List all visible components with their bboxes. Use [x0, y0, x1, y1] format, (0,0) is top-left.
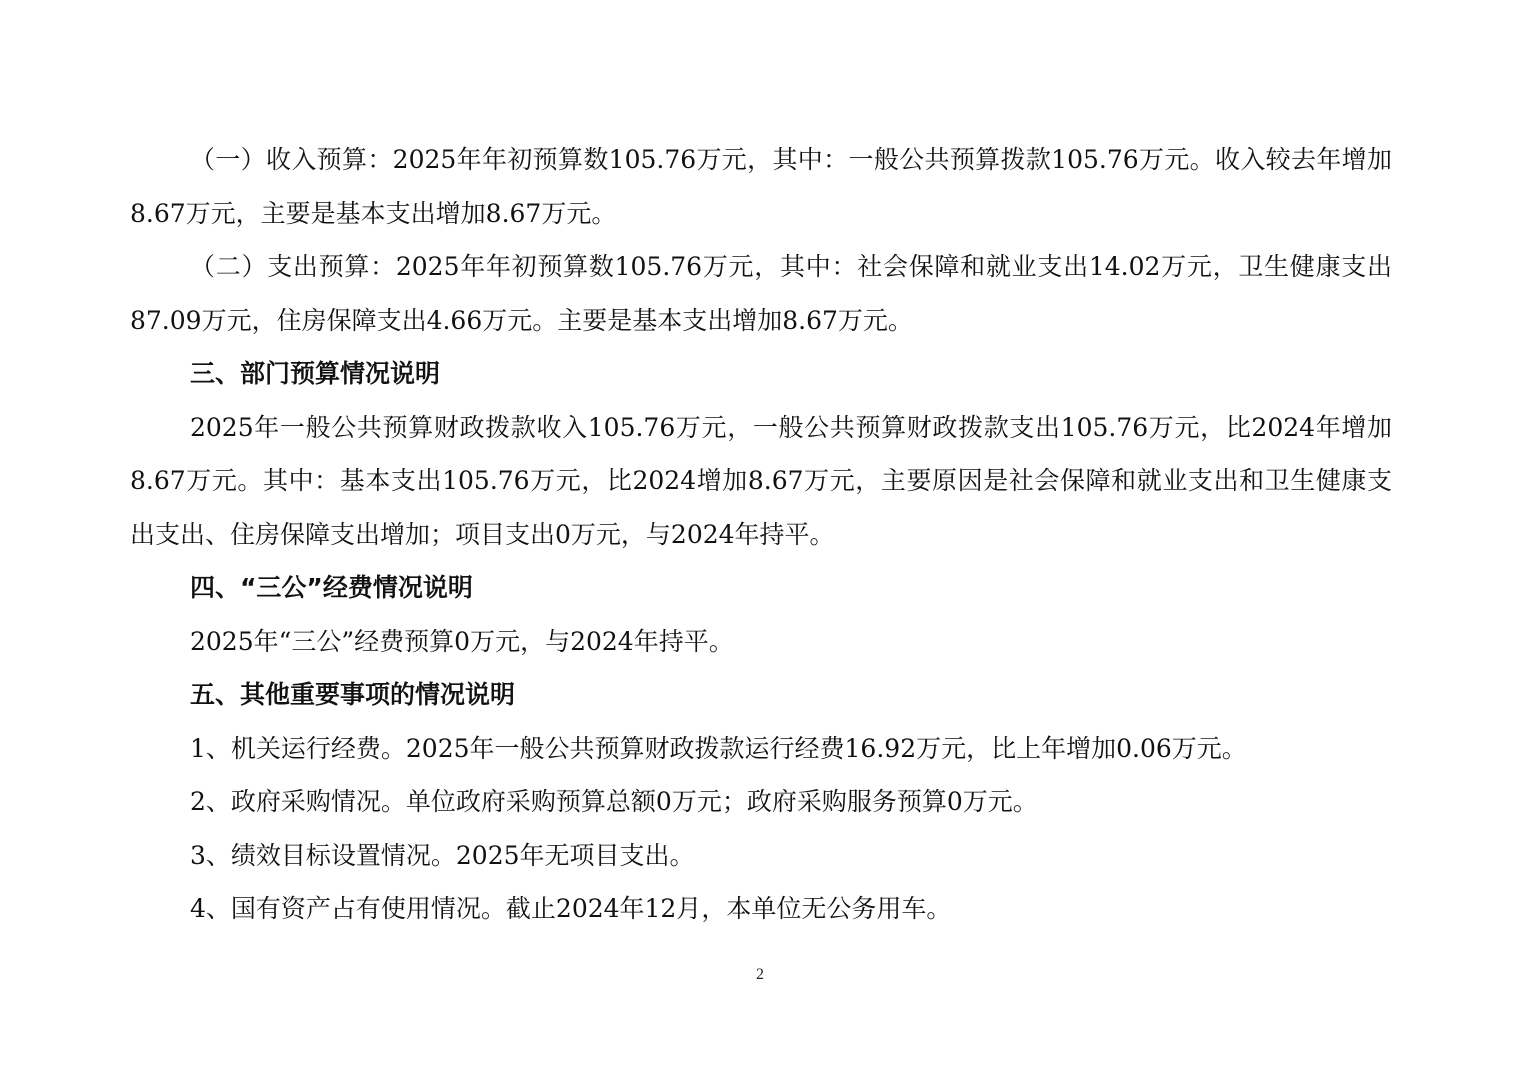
department-budget-paragraph: 2025年一般公共预算财政拨款收入105.76万元，一般公共预算财政拨款支出105.76万元，比2024年增加8.67万元。其中：基本支出105.76万元，比2024增加8.67万元，主要原因是社会保障和就业支出和卫生健康支出支出、住房保障支出增加；项目支出0万元，与2024年持平。 — [130, 412, 1392, 549]
performance-targets-paragraph: 3、绩效目标设置情况。2025年无项目支出。 — [190, 840, 695, 870]
three-public-expenses-paragraph: 2025年“三公”经费预算0万元，与2024年持平。 — [190, 626, 734, 656]
section-heading-other-matters: 五、其他重要事项的情况说明 — [190, 680, 516, 709]
section-heading-three-public-expenses: 四、“三公”经费情况说明 — [190, 573, 473, 602]
expenditure-budget-paragraph: （二）支出预算：2025年年初预算数105.76万元，其中：社会保障和就业支出14.02万元，卫生健康支出87.09万元，住房保障支出4.66万元。主要是基本支出增加8.67万元。 — [130, 252, 1392, 335]
income-budget-paragraph: （一）收入预算：2025年年初预算数105.76万元，其中：一般公共预算拨款105.76万元。收入较去年增加8.67万元，主要是基本支出增加8.67万元。 — [130, 145, 1392, 228]
section-heading-department-budget: 三、部门预算情况说明 — [190, 359, 441, 388]
operating-expenses-paragraph: 1、机关运行经费。2025年一般公共预算财政拨款运行经费16.92万元，比上年增加0.06万元。 — [190, 733, 1247, 763]
government-procurement-paragraph: 2、政府采购情况。单位政府采购预算总额0万元；政府采购服务预算0万元。 — [190, 787, 1038, 816]
document-body — [130, 133, 1392, 936]
page-number: 2 — [756, 966, 764, 983]
state-assets-paragraph: 4、国有资产占有使用情况。截止2024年12月，本单位无公务用车。 — [190, 894, 952, 923]
